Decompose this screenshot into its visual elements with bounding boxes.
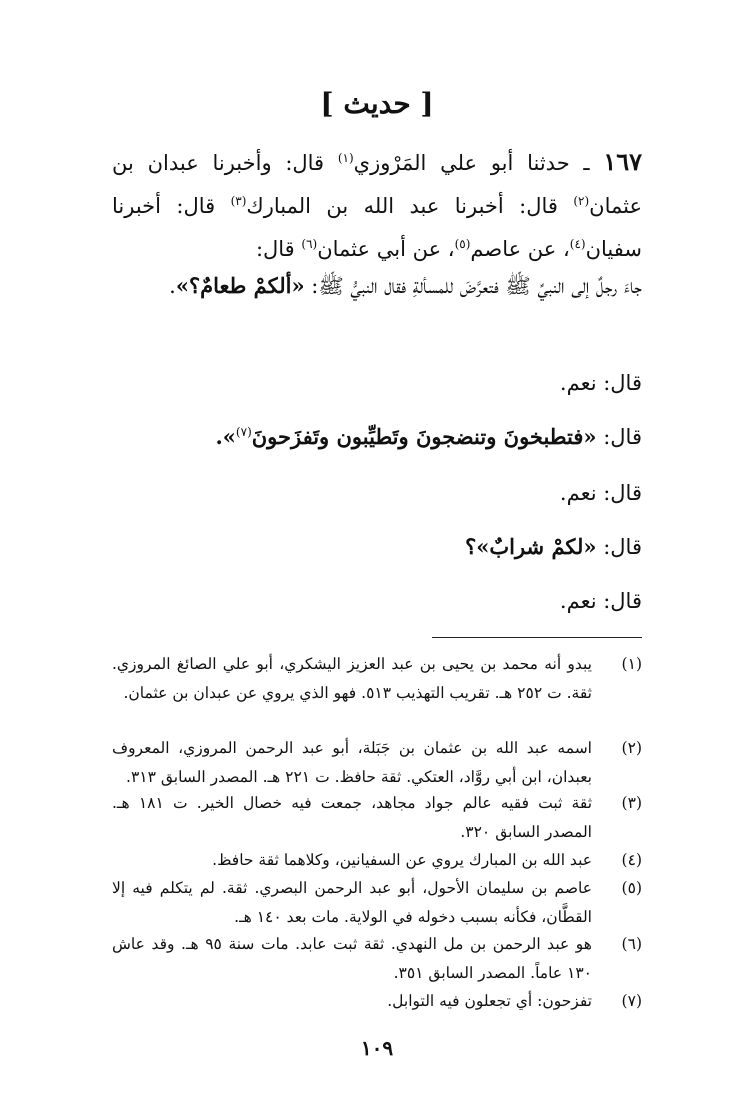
footnote-number: (٤) bbox=[621, 851, 642, 869]
isnad-part: قال: وأخبرنا عبدان بن عثمان bbox=[112, 151, 642, 218]
footnote bbox=[112, 789, 642, 847]
page-number: ١٠٩ bbox=[360, 1036, 394, 1060]
footnote-number: (٥) bbox=[621, 879, 642, 897]
matn-quote: «ألكمْ طعامٌ؟» bbox=[175, 273, 305, 298]
footnote-ref[interactable]: (٤) bbox=[569, 237, 586, 251]
footnote-text: يبدو أنه محمد بن يحيى بن عبد العزيز اليشكري، أبو علي الصائغ المروزي. ثقة. ت ٢٥٢ هـ. تقريب التهذيب ٥١٣. فهو الذي يروي عن عبدان بن عثمان. bbox=[112, 655, 592, 702]
footnote-number: (١) bbox=[621, 655, 642, 673]
footnote-divider bbox=[432, 637, 642, 638]
dialogue-quote: «فتطبخونَ وتنضجونَ وتَطيِّبون وتَفزَحونَ bbox=[251, 424, 597, 449]
footnote-ref[interactable]: (٢) bbox=[573, 194, 590, 208]
footnote-ref[interactable]: (٦) bbox=[301, 237, 318, 251]
hadith-matn bbox=[112, 266, 642, 306]
footnote-ref[interactable]: (٥) bbox=[454, 237, 471, 251]
footnote-ref[interactable]: (٣) bbox=[230, 194, 247, 208]
dialogue-quote: «لكمْ شرابٌ»؟ bbox=[465, 534, 597, 559]
footnote-ref[interactable]: (٧) bbox=[235, 425, 252, 439]
dialogue-line: قال: نعم. bbox=[559, 481, 642, 505]
matn-text: جاءَ رجلٌ إلى النبيِّ ﷺ فتعرَّضَ للمسألةِ فقال النبيُّ ﷺ: bbox=[304, 274, 642, 298]
dialogue-quote-close: ». bbox=[215, 424, 236, 449]
isnad-part: قال: bbox=[255, 237, 302, 261]
isnad-part: ، عن عاصم bbox=[470, 237, 570, 261]
dialogue-line: قال: نعم. bbox=[559, 371, 642, 395]
matn-text: . bbox=[169, 274, 176, 298]
isnad-part: ، عن أبي عثمان bbox=[317, 237, 455, 261]
footnote-text: عبد الله بن المبارك يروي عن السفيانين، وكلاهما ثقة حافظ. bbox=[212, 851, 592, 869]
footnote-text: ثقة ثبت فقيه عالم جواد مجاهد، جمعت فيه خصال الخير. ت ١٨١ هـ. المصدر السابق ٣٢٠. bbox=[112, 794, 593, 841]
footnote bbox=[112, 846, 642, 875]
dialogue-line: قال: نعم. bbox=[559, 589, 642, 613]
dialogue-prefix: قال: bbox=[596, 535, 642, 559]
footnote bbox=[112, 987, 642, 1016]
footnote bbox=[112, 874, 642, 932]
footnote-number: (٣) bbox=[621, 794, 642, 812]
hadith-number: ١٦٧ bbox=[603, 147, 642, 176]
dialogue-prefix: قال: bbox=[596, 425, 642, 449]
footnote-text: هو عبد الرحمن بن مل النهدي. ثقة ثبت عابد. مات سنة ٩٥ هـ. وقد عاش ١٣٠ عاماً. المصدر السابق ٣٥١. bbox=[112, 935, 592, 982]
dialogue-line bbox=[112, 530, 642, 564]
isnad-part: ـ حدثنا أبو علي المَرْوزي bbox=[353, 151, 604, 175]
footnote-text: اسمه عبد الله بن عثمان بن جَبَلة، أبو عبد الرحمن المروزي، المعروف بعبدان، ابن أبي روَّاد، العتكي. ثقة حافظ. ت ٢٢١ هـ. المصدر السابق ٣١٣. bbox=[112, 739, 592, 786]
footnote-number: (٧) bbox=[621, 992, 642, 1010]
footnote-number: (٦) bbox=[621, 935, 642, 953]
section-heading: [ حديث ] bbox=[320, 87, 434, 120]
isnad-part: قال: أخبرنا سفيان bbox=[112, 194, 642, 261]
footnote-text: تفزحون: أي تجعلون فيه التوابل. bbox=[387, 992, 592, 1010]
footnote bbox=[112, 650, 642, 708]
hadith-isnad bbox=[112, 140, 642, 271]
footnote-ref[interactable]: (١) bbox=[337, 151, 354, 165]
isnad-part: قال: أخبرنا عبد الله بن المبارك bbox=[246, 194, 574, 218]
footnote bbox=[112, 734, 642, 792]
dialogue-line bbox=[112, 420, 642, 454]
footnote-number: (٢) bbox=[621, 739, 642, 757]
footnote-text: عاصم بن سليمان الأحول، أبو عبد الرحمن البصري. ثقة. لم يتكلم فيه إلا القطَّان، فكأنه بسبب دخوله في الولاية. مات بعد ١٤٠ هـ. bbox=[112, 879, 592, 926]
footnote bbox=[112, 930, 642, 988]
